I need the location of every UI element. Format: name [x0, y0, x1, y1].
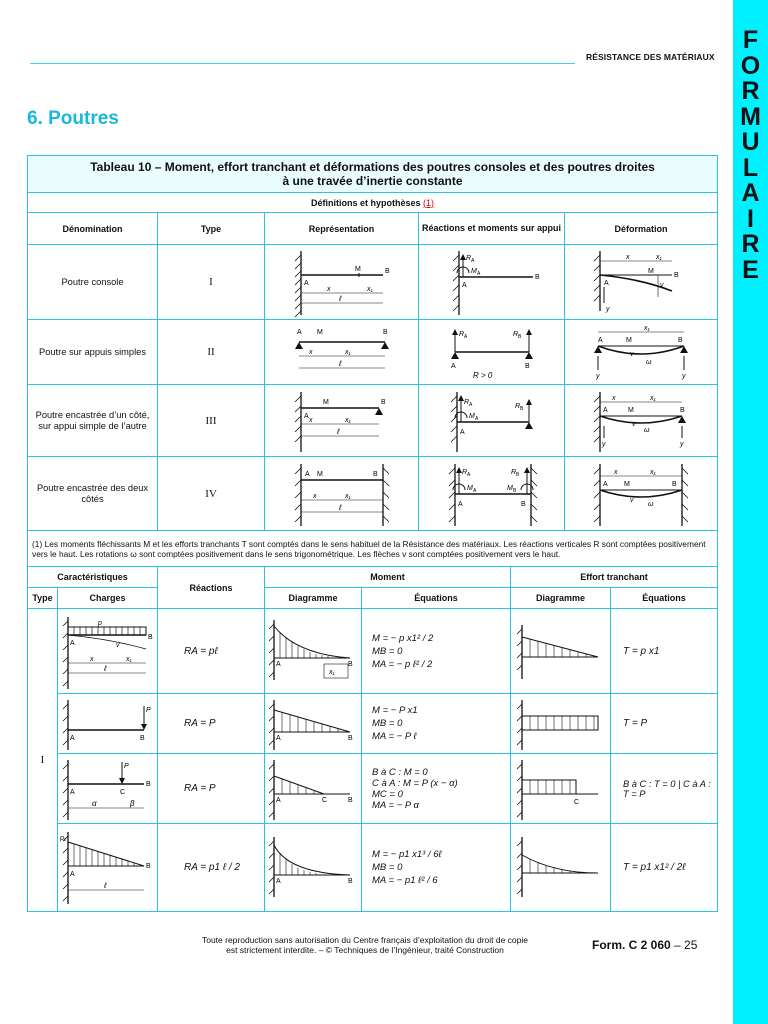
svg-text:R: R: [458, 331, 464, 338]
header-moment-equations: Équations: [362, 588, 511, 609]
svg-text:x₁: x₁: [650, 468, 656, 476]
load-diagram: [58, 754, 158, 824]
table-row: [28, 694, 718, 754]
table-row: [28, 245, 718, 320]
footnote-ref-link[interactable]: (1): [423, 197, 435, 208]
definitions-row: [28, 193, 718, 213]
svg-text:y: y: [596, 373, 600, 380]
svg-text:B: B: [515, 471, 519, 478]
cantilever-reactions-icon: [437, 247, 547, 317]
svg-text:v: v: [115, 642, 119, 649]
footnote-text: (1) Les moments fléchissants M et les efforts tranchants T sont comptés dans le sens habituel de la Résistance des matériaux. Les réactions verticales R sont comptées positivement vers le haut. Les rotations ω sont comptées positivement dans le sens trigonométrique. Les flèches v sont comptées positivement vers le haut.: [28, 531, 718, 567]
deformation-diagram: [565, 385, 718, 457]
svg-text:M: M: [628, 406, 634, 414]
svg-text:A: A: [69, 788, 75, 796]
table-row: [28, 457, 718, 531]
svg-text:A: A: [457, 500, 463, 508]
table-caption: [28, 156, 718, 193]
svg-text:B: B: [380, 398, 386, 406]
side-letter: I: [747, 204, 754, 233]
svg-text:M: M: [506, 484, 513, 492]
header-loads: Charges: [58, 588, 158, 609]
moment-partial-triangle-icon: [266, 756, 360, 822]
moment-equations: [362, 694, 511, 754]
side-letter: L: [742, 153, 759, 182]
propped-cantilever-reactions-icon: [437, 388, 547, 454]
svg-text:A: A: [466, 471, 470, 478]
deformation-diagram: [565, 320, 718, 385]
svg-text:p₁: p₁: [59, 834, 66, 842]
deformation-diagram: [565, 457, 718, 531]
svg-text:A: A: [303, 280, 309, 287]
triangular-load-icon: [60, 828, 156, 908]
row-type: I: [158, 245, 265, 320]
svg-text:A: A: [461, 282, 467, 289]
svg-text:M: M: [354, 266, 361, 273]
shear-step-icon: [514, 756, 608, 822]
shear-diagram: [511, 609, 611, 694]
svg-text:M: M: [322, 398, 329, 406]
svg-text:α: α: [91, 798, 97, 808]
svg-text:A: A: [598, 337, 603, 344]
svg-text:C: C: [119, 788, 125, 796]
svg-text:ℓ: ℓ: [338, 502, 342, 512]
side-letter: R: [741, 77, 760, 105]
svg-text:y: y: [602, 440, 606, 448]
section-title: 6. Poutres: [27, 108, 119, 129]
svg-text:R: R: [514, 402, 520, 410]
header-characteristics: Caractéristiques: [28, 567, 158, 588]
svg-text:A: A: [470, 258, 474, 264]
representation-diagram: [265, 245, 419, 320]
svg-text:B: B: [139, 734, 145, 742]
side-letter: A: [741, 179, 760, 207]
moment-eq: MB = 0: [372, 645, 403, 657]
svg-text:A: A: [463, 334, 467, 340]
svg-text:x: x: [89, 656, 93, 663]
svg-text:B: B: [348, 796, 353, 804]
svg-text:B: B: [524, 363, 530, 370]
svg-text:β: β: [129, 798, 135, 808]
svg-text:ω: ω: [644, 426, 650, 434]
svg-text:x₁: x₁: [366, 286, 373, 293]
svg-text:A: A: [474, 415, 478, 422]
shear-diagram: [511, 824, 611, 912]
definitions-label: Définitions et hypothèses: [310, 197, 421, 208]
header-shear-diagram: Diagramme: [511, 588, 611, 609]
row-type: II: [158, 320, 265, 385]
shear-diagram: [511, 694, 611, 754]
moment-cubic-icon: [266, 833, 360, 903]
svg-text:x: x: [312, 492, 316, 500]
svg-text:ℓ: ℓ: [338, 359, 342, 368]
svg-text:x: x: [326, 286, 330, 293]
fixed-fixed-reactions-icon: [437, 460, 547, 528]
moment-eq: MA = − P α: [372, 799, 419, 811]
representation-diagram: [265, 457, 419, 531]
moment-parabola-icon: [266, 616, 360, 686]
moment-eq: C à A : M = P (x − α): [372, 777, 458, 789]
table-row: [28, 609, 718, 694]
reaction-sign-note: R > 0: [472, 371, 492, 380]
svg-text:A: A: [468, 401, 472, 408]
svg-text:B: B: [145, 780, 151, 788]
propped-cantilever-deformation-icon: [586, 388, 696, 454]
header-rule: [30, 63, 575, 64]
svg-text:A: A: [296, 329, 302, 336]
col-header-type: Type: [158, 213, 265, 245]
side-letter: R: [741, 230, 760, 258]
svg-text:B: B: [348, 661, 353, 668]
svg-text:B: B: [348, 734, 353, 742]
svg-text:A: A: [304, 470, 310, 478]
svg-text:x: x: [308, 416, 312, 424]
side-letter: F: [742, 26, 759, 54]
svg-text:ℓ: ℓ: [336, 426, 340, 436]
col-header-deformation: Déformation: [565, 213, 718, 245]
moment-eq: MA = − p ℓ² / 2: [372, 658, 433, 670]
svg-text:B: B: [678, 337, 683, 344]
svg-text:B: B: [517, 334, 521, 340]
moment-diagram: [265, 694, 362, 754]
simple-beam-representation-icon: [287, 322, 397, 382]
reaction-value: RA = P: [158, 754, 265, 824]
svg-text:ℓ: ℓ: [103, 880, 107, 890]
svg-text:x₁: x₁: [125, 656, 132, 663]
shear-diagram: [511, 754, 611, 824]
svg-text:x₁: x₁: [644, 325, 650, 332]
svg-text:R: R: [510, 468, 516, 476]
uniform-load-icon: [60, 611, 156, 691]
reaction-value: RA = pℓ: [158, 609, 265, 694]
reactions-diagram: [419, 457, 565, 531]
reactions-diagram: [419, 320, 565, 385]
shear-equation: T = p1 x1² / 2ℓ: [611, 824, 718, 912]
svg-text:ℓ: ℓ: [103, 664, 107, 673]
load-diagram: [58, 609, 158, 694]
table-row: [28, 754, 718, 824]
moment-eq: B à C : M = 0: [372, 766, 428, 778]
svg-text:M: M: [316, 470, 323, 478]
moment-equations: [362, 754, 511, 824]
svg-text:x: x: [614, 468, 618, 476]
simple-beam-reactions-icon: [437, 322, 547, 382]
svg-text:A: A: [476, 271, 480, 277]
header-title: RÉSISTANCE DES MATÉRIAUX: [586, 52, 715, 62]
svg-text:R: R: [512, 331, 518, 338]
svg-text:A: A: [303, 412, 309, 420]
end-point-load-icon: [60, 696, 156, 752]
svg-text:y: y: [606, 306, 610, 313]
svg-text:v: v: [630, 496, 634, 504]
svg-text:B: B: [147, 634, 153, 641]
svg-text:x₁: x₁: [656, 254, 662, 261]
load-diagram: [58, 824, 158, 912]
svg-text:ω: ω: [648, 500, 654, 508]
svg-text:A: A: [603, 406, 608, 414]
case-type: I: [28, 609, 58, 912]
svg-text:A: A: [604, 280, 609, 287]
svg-text:ℓ: ℓ: [338, 294, 342, 303]
svg-text:x₁: x₁: [344, 349, 351, 356]
svg-text:R: R: [465, 255, 471, 262]
shear-equation: T = P: [611, 694, 718, 754]
shear-equation: T = p x1: [611, 609, 718, 694]
moment-diagram: [265, 609, 362, 694]
svg-text:x₁: x₁: [344, 492, 351, 500]
svg-text:B: B: [372, 470, 378, 478]
moment-equations: [362, 824, 511, 912]
svg-text:R: R: [461, 468, 467, 476]
reactions-diagram: [419, 245, 565, 320]
moment-equations: [362, 609, 511, 694]
moment-eq: MB = 0: [372, 718, 403, 729]
shear-triangle-icon: [514, 621, 608, 681]
svg-text:A: A: [69, 870, 75, 878]
svg-text:A: A: [450, 363, 456, 370]
svg-text:p: p: [97, 620, 102, 627]
svg-text:x: x: [626, 254, 630, 261]
form-reference: [592, 938, 697, 952]
svg-text:B: B: [384, 268, 390, 275]
svg-text:y: y: [682, 373, 686, 380]
svg-text:M: M: [624, 480, 630, 488]
col-header-reactions: Réactions et moments sur appui: [419, 213, 565, 245]
moment-eq: MC = 0: [372, 788, 403, 800]
svg-text:A: A: [603, 480, 608, 488]
col-header-representation: Représentation: [265, 213, 419, 245]
svg-text:A: A: [276, 661, 281, 668]
reactions-diagram: [419, 385, 565, 457]
svg-text:A: A: [69, 734, 75, 742]
svg-text:v: v: [630, 351, 634, 358]
representation-diagram: [265, 320, 419, 385]
svg-text:A: A: [276, 796, 281, 804]
svg-text:B: B: [534, 274, 540, 281]
load-diagram: [58, 694, 158, 754]
svg-text:B: B: [674, 272, 679, 279]
moment-eq: M = − p x1² / 2: [372, 632, 434, 644]
shear-rectangle-icon: [514, 696, 608, 752]
deformation-diagram: [565, 245, 718, 320]
svg-text:B: B: [672, 480, 677, 488]
row-name: Poutre console: [28, 245, 158, 320]
moment-eq: MB = 0: [372, 862, 403, 873]
caption-line2: à une travée d’inertie constante: [282, 174, 463, 188]
cantilever-deformation-icon: [586, 247, 696, 317]
svg-text:B: B: [512, 487, 516, 494]
svg-text:P: P: [145, 706, 151, 714]
svg-text:x: x: [308, 349, 312, 356]
propped-cantilever-representation-icon: [287, 388, 397, 454]
page-number: – 25: [674, 938, 698, 952]
svg-text:M: M: [316, 329, 323, 336]
reaction-value: RA = p1 ℓ / 2: [158, 824, 265, 912]
side-letter: E: [742, 255, 759, 284]
formulaire-side-strip: [733, 0, 768, 1024]
header-reactions: Réactions: [158, 567, 265, 609]
svg-text:y: y: [680, 440, 684, 448]
header-moment: Moment: [265, 567, 511, 588]
svg-text:C: C: [322, 796, 328, 804]
moment-eq: M = − P x1: [372, 705, 418, 716]
copyright-notice: [150, 935, 580, 955]
svg-text:v: v: [660, 282, 664, 289]
svg-text:M: M: [470, 268, 477, 275]
svg-text:C: C: [573, 798, 579, 806]
svg-text:R: R: [463, 398, 469, 406]
reaction-value: RA = P: [158, 694, 265, 754]
header-shear: Effort tranchant: [511, 567, 718, 588]
fixed-fixed-deformation-icon: [586, 460, 696, 528]
col-header-name: Dénomination: [28, 213, 158, 245]
svg-text:x₁: x₁: [344, 416, 351, 424]
svg-text:A: A: [276, 734, 281, 742]
shear-parabola-icon: [514, 833, 608, 903]
copyright-line2: est strictement interdite. – © Techniques de l’Ingénieur, traité Construction: [226, 945, 504, 955]
simple-beam-deformation-icon: [586, 322, 696, 382]
beam-table: [27, 155, 717, 912]
table-row: [28, 320, 718, 385]
svg-text:M: M: [466, 484, 473, 492]
side-letter: U: [741, 128, 760, 156]
header-type: Type: [28, 588, 58, 609]
fixed-fixed-representation-icon: [287, 460, 397, 528]
table-row: [28, 824, 718, 912]
svg-text:M: M: [468, 412, 475, 420]
svg-text:x: x: [612, 394, 616, 402]
moment-eq: MA = − p1 ℓ² / 6: [372, 875, 438, 886]
moment-diagram: [265, 754, 362, 824]
row-type: IV: [158, 457, 265, 531]
svg-text:v: v: [632, 420, 636, 428]
svg-text:A: A: [69, 640, 75, 647]
moment-eq: MA = − P ℓ: [372, 731, 417, 742]
side-letter: O: [740, 51, 761, 80]
svg-text:x₁: x₁: [329, 669, 335, 676]
svg-text:A: A: [472, 487, 476, 494]
row-name: Poutre encastrée des deux côtés: [28, 457, 158, 531]
row-name: Poutre encastrée d’un côté, sur appui simple de l’autre: [28, 385, 158, 457]
svg-text:A: A: [276, 877, 281, 885]
representation-diagram: [265, 385, 419, 457]
svg-text:B: B: [680, 406, 685, 414]
header-moment-diagram: Diagramme: [265, 588, 362, 609]
shear-equation: B à C : T = 0 | C à A : T = P: [611, 754, 718, 824]
svg-text:B: B: [145, 862, 151, 870]
svg-text:B: B: [382, 329, 388, 336]
svg-text:ω: ω: [646, 359, 652, 366]
svg-text:B: B: [520, 500, 526, 508]
caption-line1: Tableau 10 – Moment, effort tranchant et déformations des poutres consoles et des poutres droites: [90, 160, 655, 174]
intermediate-point-load-icon: [60, 756, 156, 822]
svg-text:A: A: [459, 428, 465, 436]
table-row: [28, 385, 718, 457]
svg-text:M: M: [626, 337, 632, 344]
copyright-line1: Toute reproduction sans autorisation du Centre français d’exploitation du droit de copie: [201, 935, 529, 945]
moment-triangle-icon: [266, 696, 360, 752]
form-code: Form. C 2 060: [592, 938, 671, 952]
row-name: Poutre sur appuis simples: [28, 320, 158, 385]
side-letter: M: [740, 102, 761, 131]
svg-text:M: M: [648, 268, 654, 275]
header-shear-equations: Équations: [611, 588, 718, 609]
svg-text:x₁: x₁: [650, 394, 656, 402]
moment-eq: M = − p1 x1³ / 6ℓ: [372, 849, 442, 860]
svg-text:B: B: [519, 405, 523, 412]
svg-text:B: B: [348, 877, 353, 885]
row-type: III: [158, 385, 265, 457]
cantilever-representation-icon: [287, 247, 397, 317]
svg-text:P: P: [123, 762, 129, 770]
formulaire-vertical-title: [733, 28, 768, 283]
moment-diagram: [265, 824, 362, 912]
